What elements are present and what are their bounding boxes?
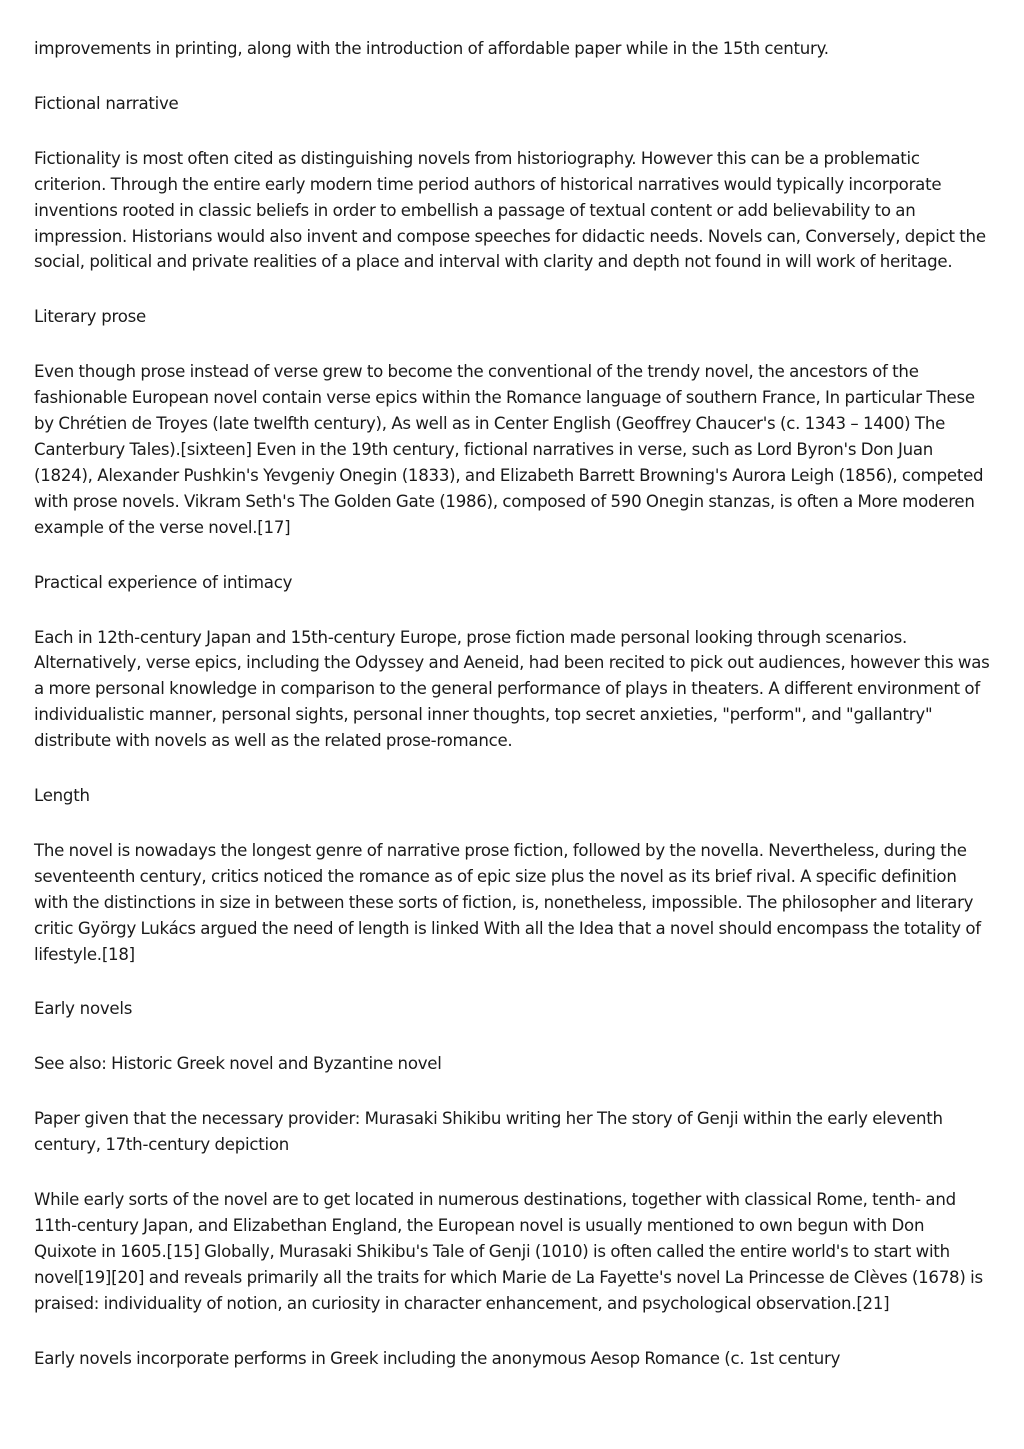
image-caption: Paper given that the necessary provider: Murasaki Shikibu writing her The story of Genji within the early eleventh century, 17th-century depiction	[34, 1109, 943, 1155]
heading-fictional-narrative: Fictional narrative	[34, 93, 179, 113]
paragraph-fictionality: Fictionality is most often cited as distinguishing novels from historiography. However this can be a problematic criterion. Through the entire early modern time period authors of historical narratives would typically incorporate inventions rooted in classic beliefs in order to embellish a passage of textual content or add believability to an impression. Historians would also invent and compose speeches for didactic needs. Novels can, Conversely, depict the social, political and private realities of a place and interval with clarity and depth not found in will work of heritage.	[34, 148, 986, 272]
paragraph-early-forms: While early sorts of the novel are to get located in numerous destinations, together with classical Rome, tenth- and 11th-century Japan, and Elizabethan England, the European novel is usually mentioned to own begun with Don Quixote in 1605.[15] Globally, Murasaki Shikibu's Tale of Genji (1010) is often called the entire world's to start with novel[19][20] and reveals primarily all the traits for which Marie de La Fayette's novel La Princesse de Clèves (1678) is praised: individuality of notion, an curiosity in character enhancement, and psychological observation.[21]	[34, 1190, 983, 1313]
paragraph-length: The novel is nowadays the longest genre of narrative prose fiction, followed by the novella. Nevertheless, during the seventeenth century, critics noticed the romance as of epic size plus the novel as its brief rival. A specific definition with the distinctions in size in between these sorts of fiction, is, nonetheless, impossible. The philosopher and literary critic György Lukács argued the need of length is linked With all the Idea that a novel should encompass the totality of lifestyle.[18]	[34, 840, 981, 964]
paragraph-intimacy: Each in 12th-century Japan and 15th-century Europe, prose fiction made personal looking through scenarios. Alternatively, verse epics, including the Odyssey and Aeneid, had been recited to pick out audiences, however this was a more personal knowledge in comparison to the general performance of plays in theaters. A different environment of individualistic manner, personal sights, personal inner thoughts, top secret anxieties, "perform", and "gallantry" distribute with novels as well as the related prose-romance.	[34, 627, 990, 751]
heading-literary-prose: Literary prose	[34, 307, 146, 327]
heading-length: Length	[34, 786, 90, 806]
paragraph-greek-novels: Early novels incorporate performs in Greek including the anonymous Aesop Romance (c. 1st century	[34, 1348, 841, 1368]
see-also-note: See also: Historic Greek novel and Byzantine novel	[34, 1054, 442, 1074]
paragraph-literary-prose: Even though prose instead of verse grew to become the conventional of the trendy novel, the ancestors of the fashionable European novel contain verse epics within the Romance language of southern France, In particular These by Chrétien de Troyes (late twelfth century), As well as in Center English (Geoffrey Chaucer's (c. 1343 – 1400) The Canterbury Tales).[sixteen] Even in the 19th century, fictional narratives in verse, such as Lord Byron's Don Juan (1824), Alexander Pushkin's Yevgeniy Onegin (1833), and Elizabeth Barrett Browning's Aurora Leigh (1856), competed with prose novels. Vikram Seth's The Golden Gate (1986), composed of 590 Onegin stanzas, is often a More moderen example of the verse novel.[17]	[34, 362, 984, 537]
paragraph-printing: improvements in printing, along with the introduction of affordable paper while in the 15th century.	[34, 39, 829, 58]
heading-early-novels: Early novels	[34, 999, 133, 1019]
heading-intimacy: Practical experience of intimacy	[34, 572, 293, 592]
